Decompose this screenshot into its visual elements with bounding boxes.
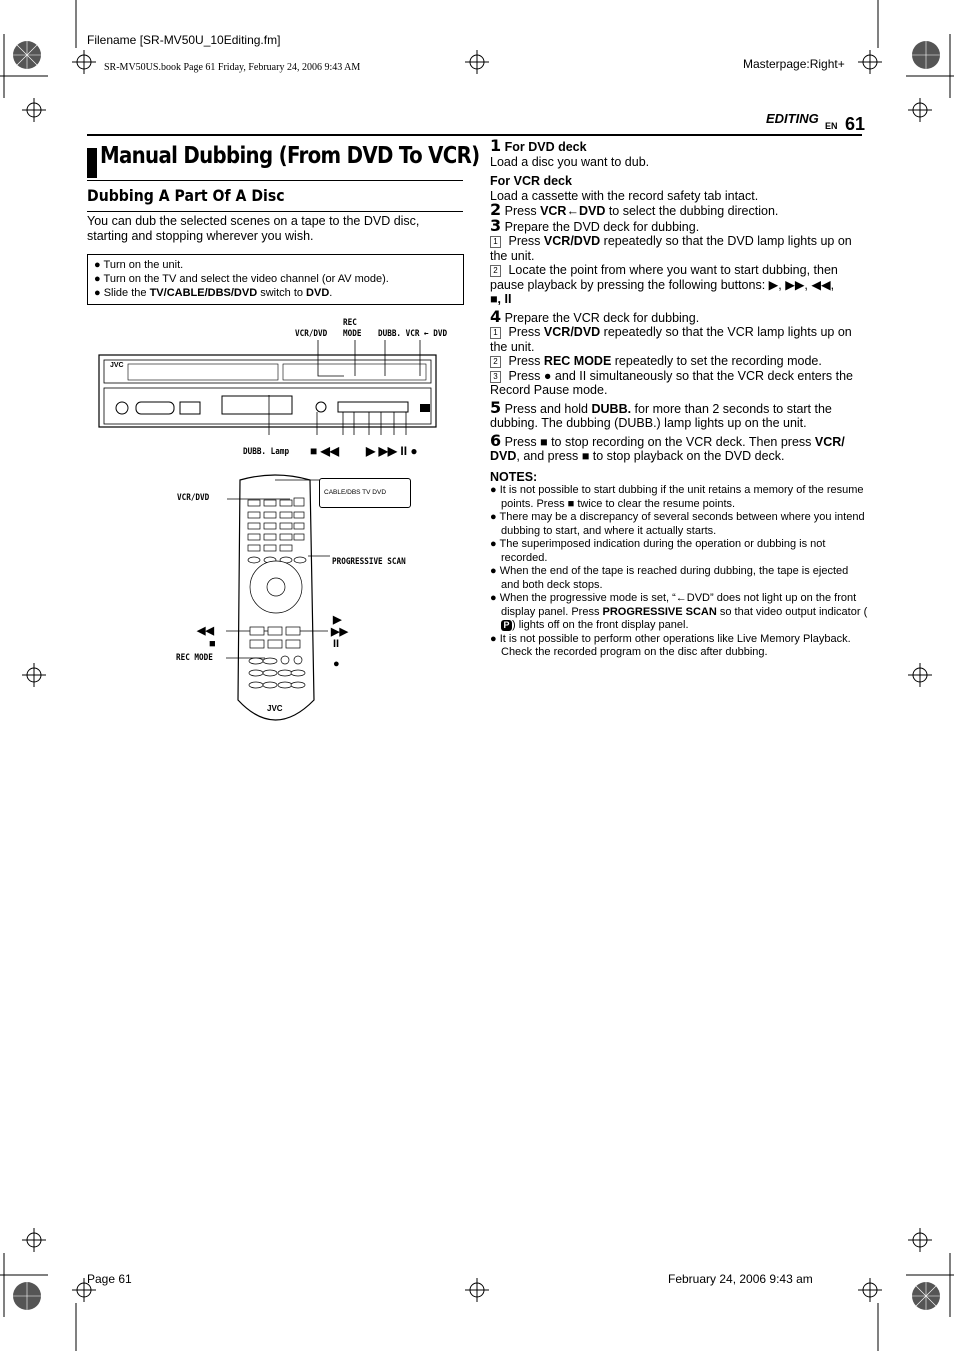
steps-column <box>490 136 868 660</box>
step-4-1: 1 Press VCR/DVD repeatedly so that the VCR lamp lights up on the unit. <box>490 325 852 354</box>
label-rew: ◀◀ <box>197 625 214 637</box>
label-stop-rew: ■ ◀◀ <box>310 444 340 458</box>
intro-text: You can dub the selected scenes on a tape to the DVD disc, starting and stopping wherever you wish. <box>87 214 420 243</box>
note-item: ● It is not possible to start dubbing if the unit retains a memory of the resume points. Press ■ twice to clear the resume points. <box>490 484 864 510</box>
label-dubb-vcr-dvd: DUBB. VCR ← DVD <box>378 329 448 339</box>
step-3-2-tail: ■, II <box>490 292 512 306</box>
label-progressive-scan: PROGRESSIVE SCAN <box>332 557 406 567</box>
step-3-2: 2 Locate the point from where you want to start dubbing, then pause playback by pressing the following buttons: ▶, ▶▶, ◀◀, <box>490 263 838 292</box>
label-rec-mode: REC MODE <box>176 653 213 663</box>
step-2: 2 Press VCR←DVD to select the dubbing direction. <box>490 200 779 219</box>
book-line-text: SR-MV50US.book Page 61 Friday, February 24, 2006 9:43 AM <box>104 62 361 73</box>
prep-item: ● Slide the TV/CABLE/DBS/DVD switch to DVD. <box>94 287 333 299</box>
section-label: EDITING <box>766 111 819 126</box>
step-1b-text: Load a cassette with the record safety tab intact. <box>490 188 759 203</box>
label-rec-dot: ● <box>333 658 340 670</box>
section-subtitle: Dubbing A Part Of A Disc <box>87 186 285 205</box>
step-3-1: 1 Press VCR/DVD repeatedly so that the DVD lamp lights up on the unit. <box>490 234 852 263</box>
top-rule <box>87 134 862 136</box>
notes-title: NOTES: <box>490 469 538 484</box>
step-1: 1 For DVD deck <box>490 136 587 155</box>
prep-box <box>87 254 464 305</box>
label-vcrdvd: VCR/DVD <box>295 329 328 339</box>
step-4-3: 3 Press ● and II simultaneously so that the VCR deck enters the Record Pause mode. <box>490 368 854 397</box>
note-item: ● The superimposed indication during the operation or dubbing is not recorded. <box>490 538 826 564</box>
step-6: 6 Press ■ to stop recording on the VCR deck. Then press VCR/ DVD, and press ■ to stop playback on the DVD deck. <box>490 430 845 463</box>
prep-item: ● Turn on the unit. <box>94 259 184 271</box>
label-play-ff-pause-rec: ▶ ▶▶ II ● <box>366 444 418 458</box>
prep-item: ● Turn on the TV and select the video channel (or AV mode). <box>94 273 389 285</box>
progressive-indicator-icon: P <box>501 620 512 631</box>
masterpage-text: Masterpage:Right+ <box>743 57 845 71</box>
label-dubb-lamp: DUBB. Lamp <box>243 447 290 457</box>
step-1-text: Load a disc you want to dub. <box>490 154 650 169</box>
deck-brand-logo: JVC <box>110 362 124 369</box>
step-3: 3 Prepare the DVD deck for dubbing. <box>490 215 700 235</box>
note-item: ● When the progressive mode is set, “←DVD” does not light up on the front display panel. Press PROGRESSIVE SCAN so that video output indicator (P ) lights off on the front display panel. <box>490 592 868 631</box>
note-item: ● There may be a discrepancy of several seconds between where you intend dubbing to start, and where it actually starts. <box>490 511 865 537</box>
footer-page: Page 61 <box>87 1272 132 1286</box>
filename-text: Filename [SR-MV50U_10Editing.fm] <box>87 33 281 47</box>
note-item: ● When the end of the tape is reached during dubbing, the tape is ejected and both deck stops. <box>490 565 849 591</box>
title-bar <box>87 148 97 178</box>
step-5: 5 Press and hold DUBB. for more than 2 seconds to start the dubbing. The dubbing (DUBB.) lamp lights up on the unit. <box>490 397 832 430</box>
label-ff: ▶▶ <box>331 626 348 638</box>
label-mode: MODE <box>343 329 362 339</box>
label-play: ▶ <box>333 614 342 626</box>
label-stop: ■ <box>209 638 216 650</box>
label-rec: REC <box>343 318 357 328</box>
title-rule <box>87 180 463 181</box>
page-title: Manual Dubbing (From DVD To VCR) <box>100 143 480 169</box>
label-pause: II <box>333 638 340 650</box>
step-4-2: 2 Press REC MODE repeatedly to set the recording mode. <box>490 354 868 369</box>
remote-brand-logo: JVC <box>267 704 283 713</box>
subtitle-rule <box>87 211 463 212</box>
deck-illustration <box>98 340 438 435</box>
lang-label: EN <box>825 121 838 131</box>
footer-date: February 24, 2006 9:43 am <box>668 1272 813 1286</box>
page-number: 61 <box>845 114 866 134</box>
step-4: 4 Prepare the VCR deck for dubbing. <box>490 306 700 326</box>
note-item: ● It is not possible to perform other operations like Live Memory Playback. Check the recorded program on the disc after dubbing. <box>490 632 851 658</box>
label-remote-vcrdvd: VCR/DVD <box>177 493 210 503</box>
switch-label: CABLE/DBS TV DVD <box>324 489 387 496</box>
step-1b-head: For VCR deck <box>490 174 572 188</box>
